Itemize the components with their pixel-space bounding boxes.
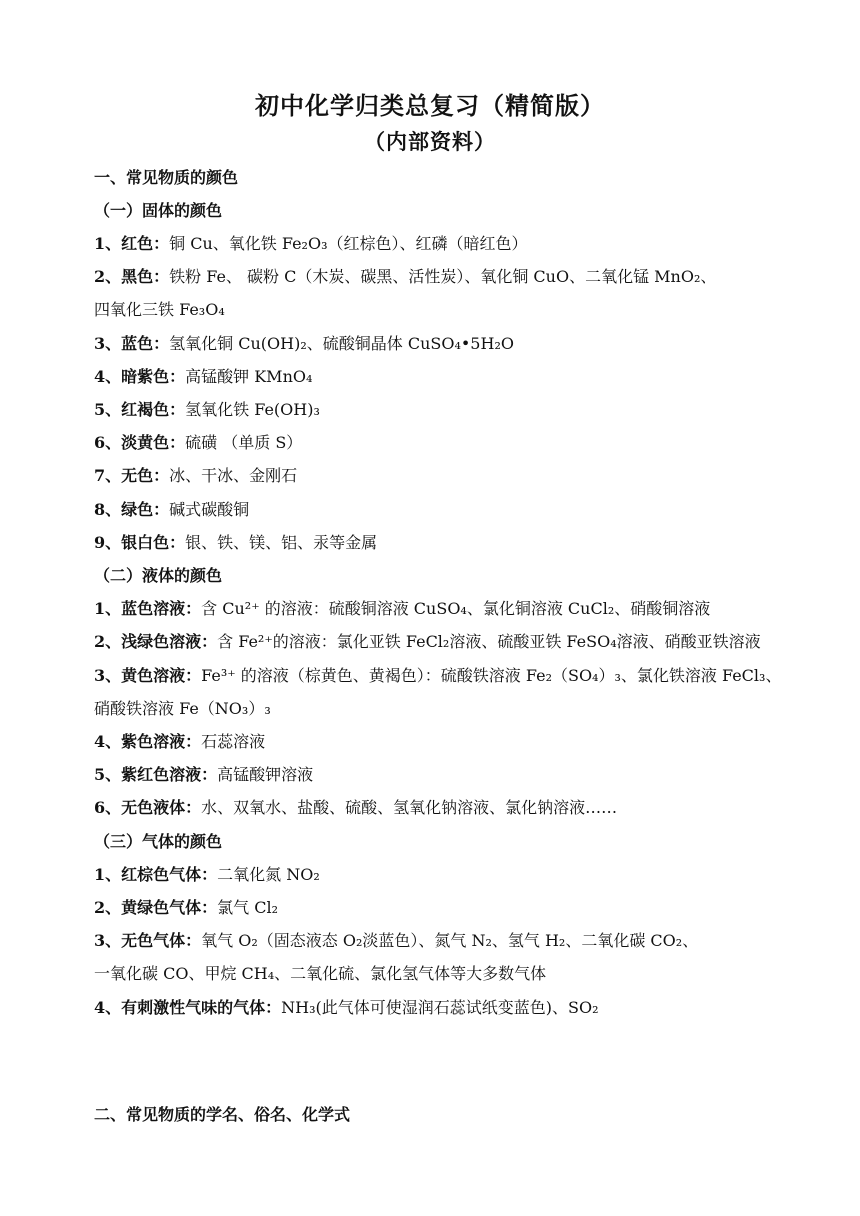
item-text: 高锰酸钾 KMnO₄ [185, 367, 313, 386]
item-text: 高锰酸钾溶液 [217, 765, 314, 784]
list-item [94, 931, 698, 951]
list-item-continuation: 硝酸铁溶液 Fe（NO₃）₃ [94, 699, 271, 718]
item-label: 3、蓝色： [94, 334, 170, 353]
item-label: 6、无色液体： [94, 798, 202, 817]
list-item [94, 798, 617, 818]
item-label: 4、有刺激性气味的气体： [94, 998, 282, 1017]
list-item [94, 267, 716, 287]
item-text: 石蕊溶液 [201, 732, 266, 751]
list-item [94, 433, 302, 453]
item-text: 硫磺 （单质 S） [185, 433, 303, 452]
item-label: 8、绿色： [94, 500, 170, 519]
list-item [94, 765, 313, 785]
item-label: 6、淡黄色： [94, 433, 186, 452]
list-item [94, 666, 781, 686]
item-label: 4、暗紫色： [94, 367, 186, 386]
item-label: 3、无色气体： [94, 931, 202, 950]
item-text: 冰、干冰、金刚石 [169, 466, 298, 485]
list-item [94, 632, 761, 652]
item-text: NH₃(此气体可使湿润石蕊试纸变蓝色)、SO₂ [281, 998, 599, 1017]
list-item [94, 599, 710, 619]
list-item [94, 998, 599, 1018]
subsection-heading-solid: （一）固体的颜色 [94, 201, 223, 220]
item-text: 铜 Cu、氧化铁 Fe₂O₃（红棕色）、红磷（暗红色） [169, 234, 528, 253]
list-item [94, 533, 377, 553]
list-item [94, 234, 528, 254]
item-label: 1、红棕色气体： [94, 865, 218, 884]
list-item-continuation: 四氧化三铁 Fe₃O₄ [94, 300, 225, 319]
subsection-heading-liquid: （二）液体的颜色 [94, 566, 223, 585]
item-label: 3、黄色溶液： [94, 666, 202, 685]
item-text: Fe³⁺ 的溶液（棕黄色、黄褐色）：硫酸铁溶液 Fe₂（SO₄）₃、氯化铁溶液 FeCl₃、 [201, 666, 782, 685]
item-label: 2、黑色： [94, 267, 170, 286]
item-text: 氧气 O₂（固态液态 O₂淡蓝色）、氮气 N₂、氢气 H₂、二氧化碳 CO₂、 [201, 931, 699, 950]
item-text: 铁粉 Fe、 碳粉 C（木炭、碳黑、活性炭）、氧化铜 CuO、二氧化锰 MnO₂、 [169, 267, 717, 286]
item-label: 4、紫色溶液： [94, 732, 202, 751]
section-heading-colors: 一、常见物质的颜色 [94, 168, 239, 187]
list-item-continuation: 一氧化碳 CO、甲烷 CH₄、二氧化硫、氯化氢气体等大多数气体 [94, 964, 547, 983]
item-label: 5、红褐色： [94, 400, 186, 419]
item-text: 氢氧化铁 Fe(OH)₃ [185, 400, 320, 419]
item-text: 含 Cu²⁺ 的溶液：硫酸铜溶液 CuSO₄、氯化铜溶液 CuCl₂、硝酸铜溶液 [201, 599, 711, 618]
item-label: 2、浅绿色溶液： [94, 632, 218, 651]
item-text: 碱式碳酸铜 [169, 500, 250, 519]
item-label: 1、蓝色溶液： [94, 599, 202, 618]
list-item [94, 898, 278, 918]
item-text: 氢氧化铜 Cu(OH)₂、硫酸铜晶体 CuSO₄•5H₂O [169, 334, 514, 353]
item-text: 氯气 Cl₂ [217, 898, 279, 917]
list-item [94, 732, 265, 752]
item-text: 银、铁、镁、铝、汞等金属 [185, 533, 378, 552]
section-heading-names: 二、常见物质的学名、俗名、化学式 [94, 1105, 351, 1124]
list-item [94, 367, 312, 387]
item-text: 含 Fe²⁺的溶液：氯化亚铁 FeCl₂溶液、硫酸亚铁 FeSO₄溶液、硝酸亚铁溶液 [217, 632, 761, 651]
list-item [94, 334, 514, 354]
item-label: 9、银白色： [94, 533, 186, 552]
list-item [94, 500, 249, 520]
page-title: 初中化学归类总复习（精简版） [255, 91, 605, 120]
list-item [94, 865, 320, 885]
item-text: 水、双氧水、盐酸、硫酸、氢氧化钠溶液、氯化钠溶液…… [201, 798, 618, 817]
item-label: 1、红色： [94, 234, 170, 253]
item-label: 5、紫红色溶液： [94, 765, 218, 784]
item-label: 7、无色： [94, 466, 170, 485]
item-text: 二氧化氮 NO₂ [217, 865, 320, 884]
list-item [94, 466, 297, 486]
item-label: 2、黄绿色气体： [94, 898, 218, 917]
subsection-heading-gas: （三）气体的颜色 [94, 832, 223, 851]
page-subtitle: （内部资料） [364, 129, 496, 154]
list-item [94, 400, 320, 420]
